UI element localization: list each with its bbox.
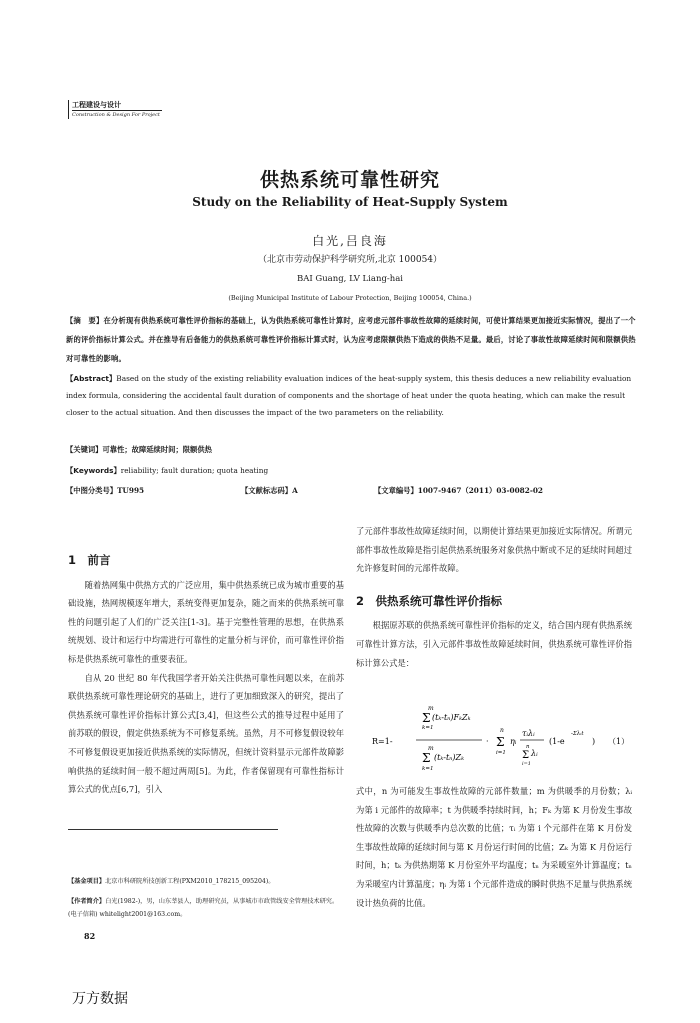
journal-column-tag	[68, 100, 162, 119]
section-2-heading: 2 供热系统可靠性评价指标	[356, 593, 503, 608]
abstract-en-text: Based on the study of the existing reliability evaluation indices of the heat-supply system, this thesis deduces a new reliability evaluation index formula, considering the accidental fault duration of components and the shortage of heat under the quota heating, which can make the result closer to the actual situation. And then discusses the impact of the two parameters on the reliability.	[66, 374, 632, 417]
section-1-paragraph-1: 随着热网集中供热方式的广泛应用，集中供热系统已成为城市重要的基础设施，热网规模逐年增大，系统变得更加复杂，随之而来的供热系统可靠性的问题引起了人们的广泛关注[1-3]。基于完整性管理的思想，在供热系统规划、设计和运行中均需进行可靠性的定量分析与评价，而可靠性评价指标是供热系统可靠性的重要表征。	[68, 579, 344, 664]
left-column	[68, 543, 344, 799]
variable-descriptions: 式中，n 为可能发生事故性故障的元部件数量；m 为供暖季的月份数；λᵢ 为第 i 元部件的故障率；t 为供暖季持续时间，h；Fₖ 为第 K 月份发生事故性故障的次数与供暖季内总次数的比值；τᵢ 为第 i 个元部件在第 K 月份发生事故性故障的延续时间与第 K 月份运行时间的比值；Zₖ 为第 K 月份运行时间，h；tₖ 为供热期第 K 月份室外平均温度；tₙ 为采暖室外计算温度；tₙ 为采暖室内计算温度；ηᵢ 为第 i 个元部件造成的瞬时供热不足量与供热系统设计热负荷的比值。	[356, 786, 632, 908]
right-intro-paragraph: 了元部件事故性故障延续时间，以期使计算结果更加接近实际情况。所谓元部件事故性故障是指引起供热系统服务对象供热中断或不足的延续时间超过允许修复时间的元部件故障。	[356, 526, 632, 574]
sum-upper-n: n	[500, 727, 504, 734]
column-name-cn: 工程建设与设计	[72, 100, 162, 111]
section-1-heading: 1 前言	[68, 553, 111, 567]
abstract-en-label: 【Abstract】	[66, 374, 117, 383]
abstract-en	[66, 370, 636, 421]
authors-en: BAI Guang, LV Liang-hai	[296, 274, 404, 284]
sum-symbol-num: Σ	[422, 711, 431, 725]
formula-tail: (1-e	[549, 737, 565, 746]
column-name-en: Construction & Design For Project	[72, 112, 160, 118]
sum-upper-m: m	[428, 705, 434, 712]
author-bio-text: 白光(1982-)，男，山东莘县人，助理研究员，从事城市市政管线安全管理技术研究。(电子信箱) whitelight2001@163.com。	[68, 898, 339, 918]
sum-symbol-2: Σ	[496, 735, 505, 749]
author-bio-label: 【作者简介】	[68, 898, 106, 905]
keywords-cn-label: 【关键词】	[66, 445, 103, 454]
fund-text: 北京市科研院所技创新工程(PXM2010_178215_095204)。	[105, 878, 275, 885]
abstract-cn	[66, 311, 636, 368]
page-number: 82	[84, 931, 96, 941]
sum-upper-m-den: m	[428, 745, 434, 752]
abstract-cn-label: 【摘 要】	[66, 316, 104, 325]
numerator-term: (tₖ-tₙ)FₖZₖ	[432, 713, 471, 722]
affiliation-cn: （北京市劳动保护科学研究所,北京 100054）	[257, 255, 443, 265]
sum-lower-k: k=1	[422, 725, 434, 731]
sum-lower-k-den: k=1	[422, 766, 434, 772]
source-watermark: 万方数据	[72, 991, 128, 1007]
dot-operator: ·	[486, 737, 489, 746]
fund-footnote	[68, 876, 344, 887]
keywords-en-text: reliability; fault duration; quota heating	[120, 466, 269, 475]
sum-symbol-den: Σ	[422, 751, 431, 765]
fund-label: 【基金项目】	[68, 878, 106, 885]
right-column	[356, 522, 632, 672]
paper-title-cn: 供热系统可靠性研究	[259, 169, 440, 191]
inner-denominator: λᵢ	[531, 749, 538, 758]
keywords-cn-text: 可靠性；故障延续时间；限额供热	[102, 445, 212, 454]
article-number: 【文章编号】1007-9467（2011）03-0082-02	[374, 486, 544, 495]
formula-close: )	[592, 737, 596, 746]
inner-numerator: τᵢλᵢ	[522, 729, 535, 738]
section-1-paragraph-2: 自从 20 世纪 80 年代我国学者开始关注供热可靠性问题以来，在前苏联供热系统可靠性理论研究的基础上，进行了更加细致深入的研究，提出了供热系统可靠性评价指标计算公式[3,4]，但这些公式的推导过程中延用了前苏联的假设，假定供热系统为不可修复系统。虽然，月不可修复假设较年不可修复假设更加接近供热系统的实际情况，但统计资料显示元部件故障影响供热的延续时间一般不超过两周[5]。为此，作者保留现有可靠性指标计算公式的优点[6,7]，引入	[68, 672, 344, 795]
denominator-term: (tₖ-tₙ)Zₖ	[434, 753, 465, 762]
equation-number: （1）	[608, 737, 630, 746]
paper-title-en: Study on the Reliability of Heat-Supply System	[192, 195, 508, 209]
clc-number: 【中图分类号】TU995	[66, 486, 145, 495]
inner-sum-symbol: Σ	[522, 750, 530, 761]
keywords-en-label: 【Keywords】	[66, 466, 121, 475]
inner-sum-upper: n	[526, 744, 530, 750]
affiliation-en: (Beijing Municipal Institute of Labour Protection, Beijing 100054, China.)	[228, 294, 472, 302]
authors-cn: 白光,吕良海	[312, 234, 388, 248]
author-footnote	[68, 895, 344, 921]
formula-lhs: R=1-	[372, 737, 393, 746]
inner-sum-lower: i=1	[522, 761, 531, 767]
keywords-en	[66, 461, 636, 480]
keywords-cn	[66, 440, 636, 459]
abstract-cn-text: 在分析现有供热系统可靠性评价指标的基础上，认为供热系统可靠性计算时，应考虑元部件事故性故障的延续时间，可使计算结果更加接近实际情况，提出了一个新的评价指标计算公式。并在推导有后备能力的供热系统可靠性评价指标计算式时，认为应考虑限额供热下造成的供热不足量。最后，讨论了事故性故障延续时间和限额供热对可靠性的影响。	[66, 316, 636, 363]
reliability-formula	[356, 702, 632, 778]
eta-symbol: ηᵢ	[510, 737, 517, 746]
sum-lower-i: i=1	[496, 750, 506, 756]
document-code: 【文献标志码】A	[241, 486, 298, 495]
formula-exponent: -Σλᵢt	[571, 731, 584, 737]
footnote-divider	[68, 829, 278, 830]
section-2-paragraph-1: 根据原苏联的供热系统可靠性评价指标的定义，结合国内现有供热系统可靠性计算方法，引入元部件事故性故障延续时间，供热系统可靠性评价指标计算公式是：	[356, 620, 632, 668]
